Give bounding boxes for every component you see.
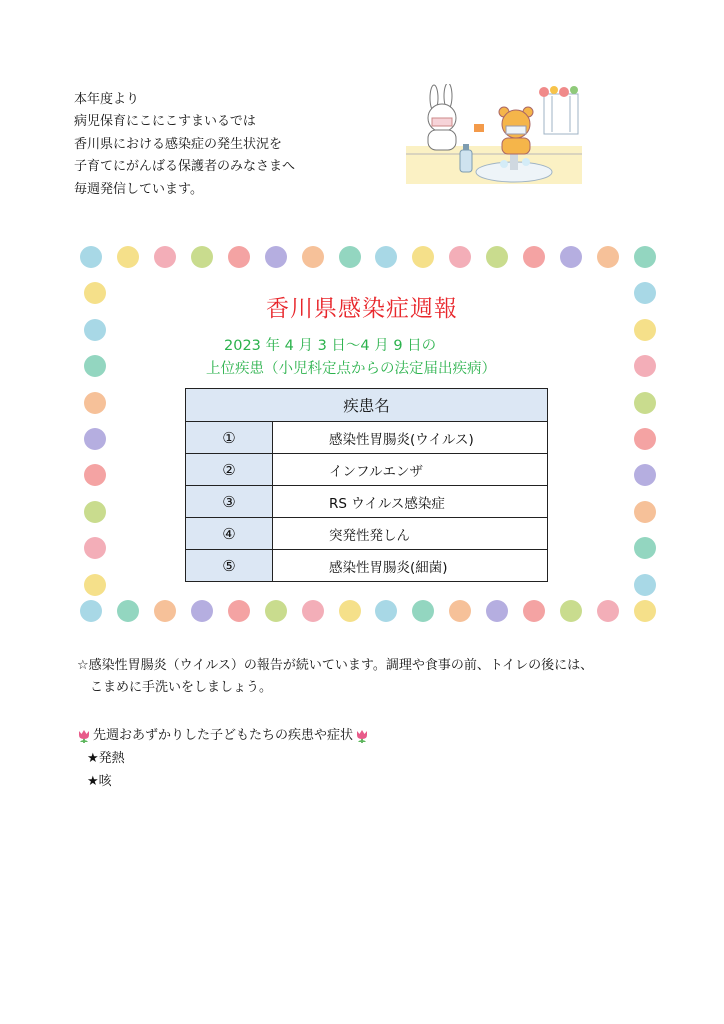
intro-line: 香川県における感染症の発生状況を — [74, 136, 283, 152]
rank-cell: ⑤ — [186, 550, 273, 582]
table-row — [186, 422, 548, 454]
disease-name-cell: 突発性発しん — [273, 518, 548, 550]
frame-dot — [634, 246, 656, 268]
table-row — [186, 486, 548, 518]
frame-dot — [84, 501, 106, 523]
handwashing-note — [77, 655, 677, 699]
frame-dot — [117, 246, 139, 268]
frame-dot — [84, 392, 106, 414]
frame-dot — [265, 600, 287, 622]
frame-dot — [634, 537, 656, 559]
disease-table — [185, 388, 548, 582]
symptoms-heading: 先週おあずかりした子どもたちの疾患や症状 — [93, 728, 354, 743]
frame-dot — [634, 501, 656, 523]
frame-dot — [597, 600, 619, 622]
frame-dot — [154, 600, 176, 622]
disease-name-cell: 感染性胃腸炎(細菌) — [273, 550, 548, 582]
intro-text — [74, 89, 394, 201]
frame-dot — [84, 355, 106, 377]
frame-dot — [339, 246, 361, 268]
symptoms-heading-row — [75, 724, 371, 747]
frame-dot — [302, 246, 324, 268]
rabbit-bear-handwashing-illustration — [404, 84, 584, 186]
frame-dot — [228, 600, 250, 622]
disease-name-cell: 感染性胃腸炎(ウイルス) — [273, 422, 548, 454]
frame-dot — [84, 428, 106, 450]
rank-cell: ④ — [186, 518, 273, 550]
frame-dot — [560, 600, 582, 622]
frame-dot — [412, 600, 434, 622]
symptom-item: ★咳 — [87, 774, 112, 789]
frame-dot — [634, 392, 656, 414]
frame-dot — [412, 246, 434, 268]
disease-name-cell: RS ウイルス感染症 — [273, 486, 548, 518]
frame-dot — [375, 600, 397, 622]
disease-name-cell: インフルエンザ — [273, 454, 548, 486]
frame-dot — [154, 246, 176, 268]
report-date: 2023 年 4 月 3 日〜4 月 9 日の — [224, 338, 437, 354]
frame-dot — [80, 600, 102, 622]
tulip-icon — [77, 729, 91, 743]
frame-dot — [302, 600, 324, 622]
frame-dot — [117, 600, 139, 622]
intro-line: 子育てにがんばる保護者のみなさまへ — [74, 159, 296, 175]
frame-dot — [634, 600, 656, 622]
tulip-icon — [355, 729, 369, 743]
intro-line: 病児保育にこにこすまいるでは — [74, 114, 256, 130]
frame-dot — [80, 246, 102, 268]
table-header-row — [186, 389, 548, 422]
frame-dot — [634, 574, 656, 596]
frame-dot — [191, 600, 213, 622]
frame-dot — [486, 246, 508, 268]
table-row — [186, 454, 548, 486]
note-line: こまめに手洗いをしましょう。 — [90, 680, 273, 695]
frame-dot — [634, 355, 656, 377]
rank-cell: ② — [186, 454, 273, 486]
rank-cell: ③ — [186, 486, 273, 518]
frame-dot — [228, 246, 250, 268]
note-line: ☆感染性胃腸炎（ウイルス）の報告が続いています。調理や食事の前、トイレの後には、 — [77, 658, 594, 673]
frame-dot — [523, 600, 545, 622]
frame-dot — [449, 600, 471, 622]
intro-line: 本年度より — [74, 92, 140, 107]
frame-dot — [523, 246, 545, 268]
frame-dot — [634, 428, 656, 450]
frame-dot — [449, 246, 471, 268]
rank-cell: ① — [186, 422, 273, 454]
table-row — [186, 550, 548, 582]
frame-dot — [84, 574, 106, 596]
frame-dot — [191, 246, 213, 268]
frame-dot — [84, 537, 106, 559]
frame-dot — [560, 246, 582, 268]
frame-dot — [634, 464, 656, 486]
report-subtitle: 上位疾患（小児科定点からの法定届出疾病） — [206, 361, 496, 377]
frame-dot — [265, 246, 287, 268]
table-header: 疾患名 — [186, 389, 548, 422]
symptom-item: ★発熱 — [87, 751, 125, 766]
frame-dot — [339, 600, 361, 622]
intro-line: 毎週発信しています。 — [74, 181, 203, 197]
report-title: 香川県感染症週報 — [266, 296, 458, 322]
symptoms-section — [75, 724, 371, 793]
frame-dot — [597, 246, 619, 268]
table-row — [186, 518, 548, 550]
frame-dot — [84, 464, 106, 486]
frame-dot — [375, 246, 397, 268]
frame-dot — [486, 600, 508, 622]
